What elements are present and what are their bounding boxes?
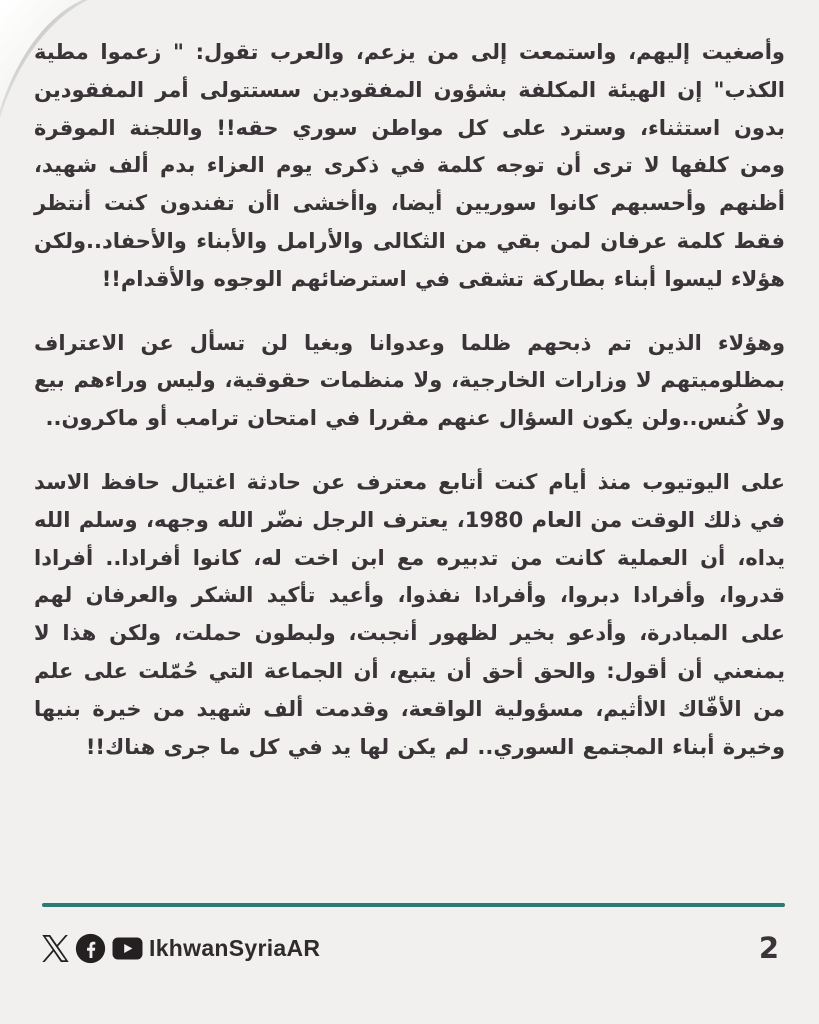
- paragraph-3: على اليوتيوب منذ أيام كنت أتابع معترف عن حادثة اغتيال حافظ الاسد في ذلك الوقت من العام 1980، يعترف الرجل نضّر الله وجهه، وسلم الله يداه، أن العملية كانت من تدبيره مع ابن اخت له، كانوا أفرادا.. أفرادا قدروا، وأفرادا دبروا، وأفرادا نفذوا، وأعيد تأكيد الشكر والعرفان لهم على المبادرة، وأدعو بخير لظهور أنجبت، ولبطون حملت، ولكن هذا لا يمنعني أن أقول: والحق أحق أن يتبع، أن الجماعة التي حُمّلت على علم من الأفّاك الاأثيم، مسؤولية الواقعة، وقدمت ألف شهيد من خيرة بنيها وخيرة أبناء المجتمع السوري.. لم يكن لها يد في كل ما جرى هناك!!: [34, 469, 785, 759]
- facebook-icon: [75, 933, 106, 964]
- social-handle: IkhwanSyriaAR: [149, 934, 321, 961]
- paragraph-2: وهؤلاء الذين تم ذبحهم ظلما وعدوانا وبغيا لن تسأل عن الاعتراف بمظلوميتهم لا وزارات الخارجية، ولا منظمات حقوقية، وليس وراءهم بيع ولا كُنس..ولن يكون السؤال عنهم مقررا في امتحان ترامب أو ماكرون..: [34, 330, 785, 431]
- social-links: [42, 933, 324, 964]
- footer: [42, 926, 779, 970]
- x-icon: [42, 935, 69, 962]
- page-number: 2: [758, 931, 779, 965]
- footer-divider: [42, 903, 785, 907]
- youtube-icon: [112, 937, 143, 960]
- paragraph-1: وأصغيت إليهم، واستمعت إلى من يزعم، والعرب تقول: " زعموا مطية الكذب" إن الهيئة المكلفة بشؤون المفقودين سستتولى أمر المفقودين بدون استثناء، وسترد على كل مواطن سوري حقه!! واللجنة الموقرة ومن كلفها لا ترى أن توجه كلمة في ذكرى يوم العزاء بدم ألف شهيد، أظنهم وأحسبهم كانوا سوريين أيضا، واأخشى اأن تفندون كنت أنتظر فقط كلمة عرفان لمن بقي من الثكالى والأرامل والأبناء والأحفاد..ولكن هؤلاء ليسوا أبناء بطاركة تشقى في استرضائهم الوجوه والأقدام!!: [34, 40, 785, 291]
- article-body: [34, 34, 785, 766]
